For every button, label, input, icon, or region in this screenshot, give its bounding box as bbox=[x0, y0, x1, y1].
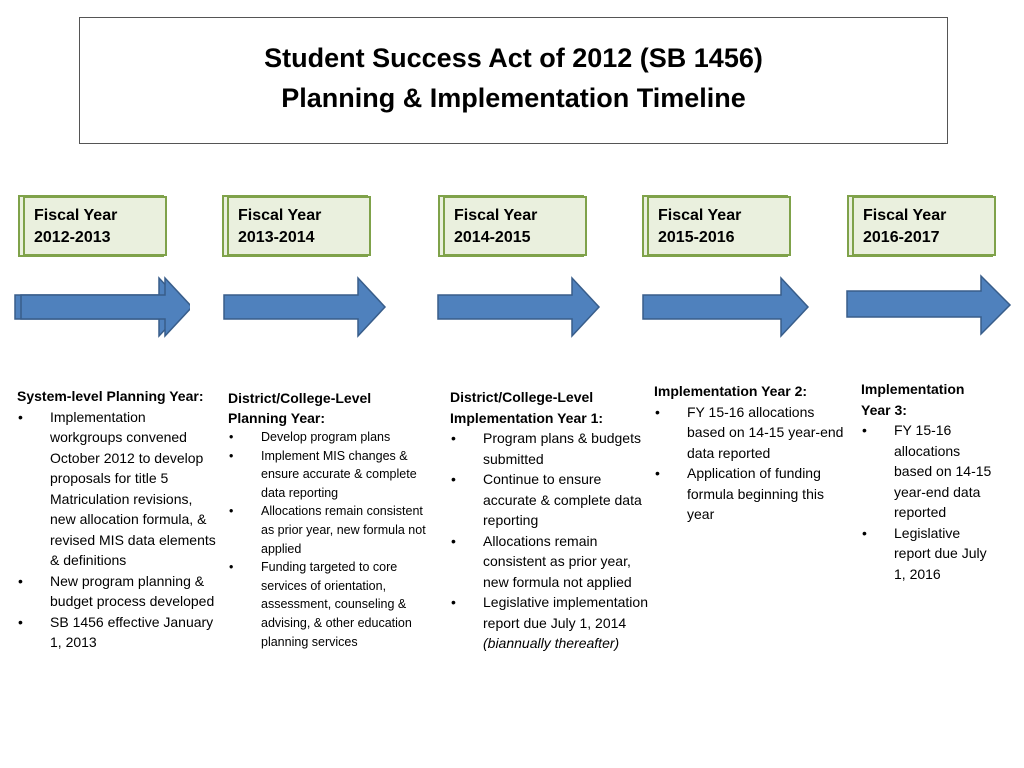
column-list bbox=[17, 407, 217, 653]
column-2015-2016 bbox=[654, 381, 846, 525]
fiscal-year-box-2016-2017 bbox=[852, 196, 996, 256]
fiscal-year-label: Fiscal Year bbox=[454, 207, 538, 224]
fiscal-year-box-2015-2016 bbox=[647, 196, 791, 256]
list-item: • Develop program plans bbox=[228, 428, 428, 447]
list-item: • New program planning & budget process developed bbox=[17, 571, 217, 612]
fiscal-year-box-2014-2015 bbox=[443, 196, 587, 256]
list-item: • Application of funding formula beginning this year bbox=[654, 463, 846, 525]
fiscal-year-range: 2014-2015 bbox=[454, 229, 531, 246]
list-item: • Implementation workgroups convened October 2012 to develop proposals for title 5 Matriculation revisions, new allocation formula, & revised MIS data elements & definitions bbox=[17, 407, 217, 571]
column-2013-2014 bbox=[228, 388, 428, 651]
list-item-note: (biannually thereafter) bbox=[483, 635, 620, 651]
title-box bbox=[79, 17, 948, 144]
list-item: • SB 1456 effective January 1, 2013 bbox=[17, 612, 217, 653]
timeline-arrow-4 bbox=[641, 276, 811, 338]
list-item: • FY 15-16 allocations based on 14-15 year-end data reported bbox=[861, 420, 996, 523]
timeline-arrow-1 bbox=[14, 276, 190, 338]
column-list bbox=[228, 428, 428, 651]
list-item bbox=[450, 592, 652, 654]
list-item: • Funding targeted to core services of orientation, assessment, counseling & advising, & other education planning services bbox=[228, 558, 428, 651]
list-item: • Allocations remain consistent as prior year, new formula not applied bbox=[228, 502, 428, 558]
list-item: • Implement MIS changes & ensure accurate & complete data reporting bbox=[228, 447, 428, 503]
list-item-text: Legislative implementation report due July 1, 2014 bbox=[483, 594, 648, 631]
column-2012-2013 bbox=[17, 386, 217, 653]
title-line-2: Planning & Implementation Timeline bbox=[281, 83, 746, 113]
fiscal-year-range: 2013-2014 bbox=[238, 229, 315, 246]
column-heading: System-level Planning Year: bbox=[17, 388, 204, 404]
timeline-arrow-2 bbox=[222, 276, 388, 338]
fiscal-year-label: Fiscal Year bbox=[238, 207, 322, 224]
fiscal-year-label: Fiscal Year bbox=[658, 207, 742, 224]
fiscal-year-range: 2016-2017 bbox=[863, 229, 940, 246]
list-item: • Legislative report due July 1, 2016 bbox=[861, 523, 996, 585]
column-2014-2015 bbox=[450, 387, 652, 654]
timeline-arrow-5 bbox=[845, 274, 1013, 336]
column-heading: Implementation Year 3: bbox=[861, 381, 965, 418]
column-list bbox=[861, 420, 996, 584]
fiscal-year-label: Fiscal Year bbox=[863, 207, 947, 224]
list-item: • Continue to ensure accurate & complete data reporting bbox=[450, 469, 652, 531]
column-heading: District/College-Level Implementation Year 1: bbox=[450, 389, 604, 426]
fiscal-year-range: 2012-2013 bbox=[34, 229, 111, 246]
fiscal-year-range: 2015-2016 bbox=[658, 229, 735, 246]
list-item: • Program plans & budgets submitted bbox=[450, 428, 652, 469]
column-heading: District/College-Level Planning Year: bbox=[228, 390, 372, 426]
timeline-arrow-3 bbox=[436, 276, 602, 338]
list-item: • FY 15-16 allocations based on 14-15 year-end data reported bbox=[654, 402, 846, 464]
fiscal-year-box-2012-2013 bbox=[23, 196, 167, 256]
column-list bbox=[654, 402, 846, 525]
column-heading: Implementation Year 2: bbox=[654, 383, 808, 399]
fiscal-year-box-2013-2014 bbox=[227, 196, 371, 256]
column-list bbox=[450, 428, 652, 654]
title-line-1: Student Success Act of 2012 (SB 1456) bbox=[264, 43, 763, 73]
column-2016-2017 bbox=[861, 379, 996, 584]
fiscal-year-label: Fiscal Year bbox=[34, 207, 118, 224]
list-item: • Allocations remain consistent as prior year, new formula not applied bbox=[450, 531, 652, 593]
